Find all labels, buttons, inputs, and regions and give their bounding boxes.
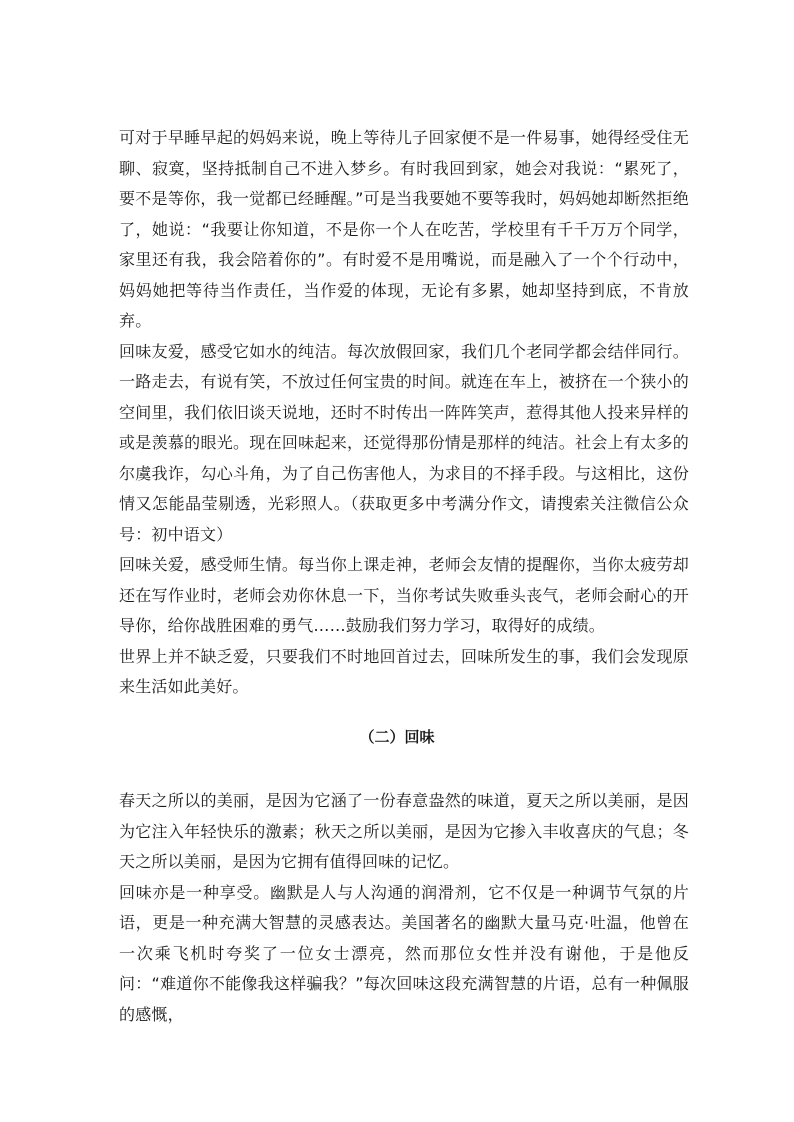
paragraph-seasons: 春天之所以的美丽，是因为它涵了一份春意盎然的味道，夏天之所以美丽，是因为它注入年轻快乐的激素；秋天之所以美丽，是因为它掺入丰收喜庆的气息；冬天之所以美丽，是因为它拥有值得回味的记忆。 (119, 791, 689, 871)
paragraph-mother-waiting: 可对于早睡早起的妈妈来说，晚上等待儿子回家便不是一件易事，她得经受住无聊、寂寞，坚持抵制自己不进入梦乡。有时我回到家，她会对我说：“累死了，要不是等你，我一觉都已经睡醒。”可是当我要她不要等我时，妈妈她却断然拒绝了，她说：“我要让你知道，不是你一个人在吃苦，学校里有千千万万个同学，家里还有我，我会陪着你的”。有时爱不是用嘴说，而是融入了一个个行动中，妈妈她把等待当作责任，当作爱的体现，无论有多累，她却坚持到底，不肯放弃。 (119, 128, 689, 330)
paragraph-conclusion: 世界上并不缺乏爱，只要我们不时地回首过去，回味所发生的事，我们会发现原来生活如此美好。 (119, 646, 689, 696)
paragraph-humor: 回味亦是一种享受。幽默是人与人沟通的润滑剂，它不仅是一种调节气氛的片语，更是一种充满大智慧的灵感表达。美国著名的幽默大量马克·吐温，他曾在一次乘飞机时夸奖了一位女士漂亮，然而那位女性并没有谢他，于是他反问：“难道你不能像我这样骗我？”每次回味这段充满智慧的片语，总有一种佩服的感慨， (119, 882, 689, 1024)
section-one (119, 123, 689, 703)
paragraph-teacher-care: 回味关爱，感受师生情。每当你上课走神，老师会友情的提醒你，当你太疲劳却还在写作业时，老师会劝你休息一下，当你考试失败垂头丧气，老师会耐心的开导你，给你战胜困难的勇气……鼓励我们努力学习，取得好的成绩。 (119, 555, 689, 635)
section-two (119, 786, 689, 1030)
paragraph-friendship: 回味友爱，感受它如水的纯洁。每次放假回家，我们几个老同学都会结伴同行。一路走去，有说有笑，不放过任何宝贵的时间。就连在车上，被挤在一个狭小的空间里，我们依旧谈天说地，还时不时传出一阵阵笑声，惹得其他人投来异样的或是羡慕的眼光。现在回味起来，还觉得那份情是那样的纯洁。社会上有太多的尔虞我诈，勾心斗角，为了自己伤害他人，为求目的不择手段。与这相比，这份情又怎能晶莹剔透，光彩照人。（获取更多中考满分作文，请搜索关注微信公众号：初中语文） (119, 341, 689, 544)
section-heading: （二）回味 (359, 728, 435, 746)
